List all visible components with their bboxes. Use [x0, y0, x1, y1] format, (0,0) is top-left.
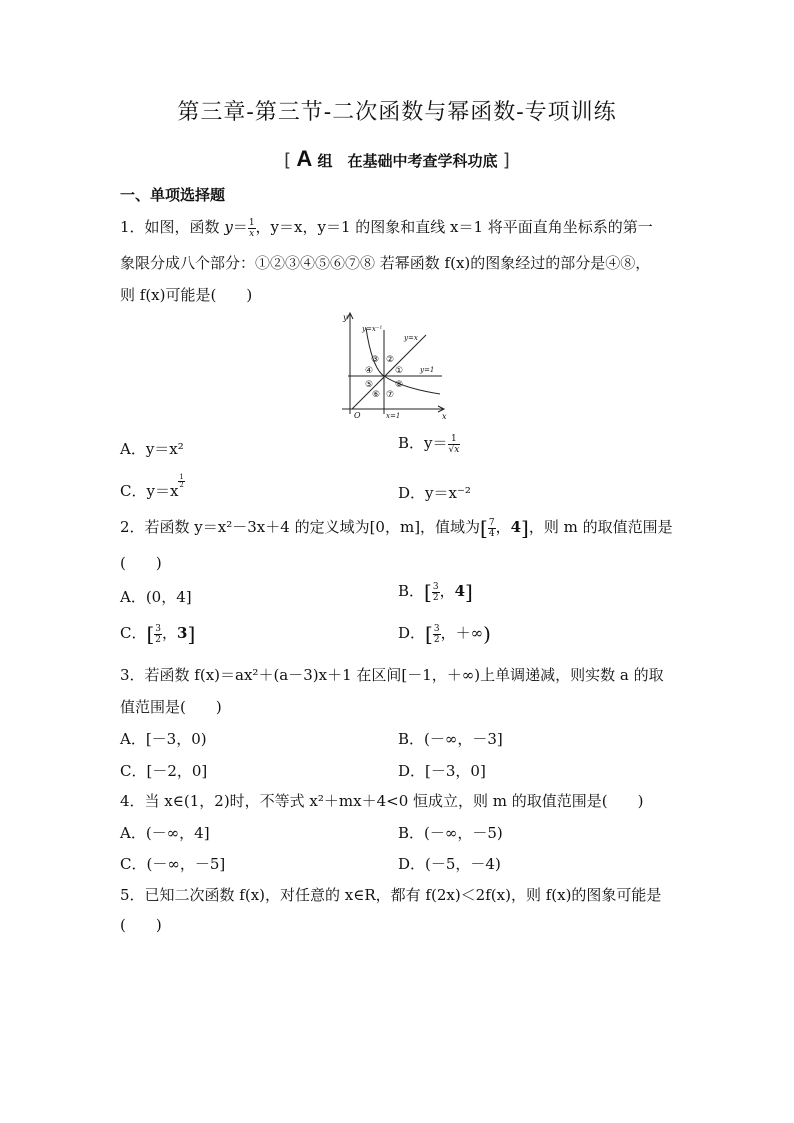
q1-option-b[interactable] [398, 432, 460, 455]
q1-line3: 则 f(x)可能是( ) [120, 286, 253, 304]
q3-option-c[interactable]: C．[－2，0] [120, 762, 208, 780]
q1-option-d-text: D．y＝x⁻² [398, 484, 471, 502]
region-8: ⑧ [395, 380, 404, 390]
region-7: ⑦ [386, 390, 395, 400]
x-axis-label: x [442, 412, 447, 421]
q4-line1: 4．当 x∈(1，2)时，不等式 x²＋mx＋4<0 恒成立，则 m 的取值范围是( ) [120, 792, 644, 810]
q5-line2: ( ) [120, 916, 162, 934]
q3-option-b[interactable]: B．(－∞，－3] [398, 730, 503, 748]
q4-option-a[interactable]: A．(－∞，4] [120, 824, 210, 842]
group-label: 组 在基础中考查学科功底 [317, 152, 498, 170]
q4-option-b[interactable]: B．(－∞，－5) [398, 824, 503, 842]
v-line-label: x=1 [386, 412, 401, 420]
q1-line1-a: 1．如图，函数 [120, 218, 225, 236]
h-line-label: y=1 [420, 366, 435, 374]
q1-line1: 1．如图，函数 y＝ $\frac{1}{x}$ ，y＝x，y＝1 的图象和直线 x＝1 将平面直角坐标系的第一 [120, 217, 653, 239]
q2-line1-b: ，则 m 的取值范围是 [528, 518, 673, 536]
page-title: 第三章-第三节-二次函数与幂函数-专项训练 [177, 100, 617, 125]
region-3: ③ [371, 355, 380, 365]
group-heading [0, 146, 794, 172]
q4-option-c[interactable]: C．(－∞，－5] [120, 855, 226, 873]
section-heading: 一、单项选择题 [120, 186, 226, 204]
q2-option-a-text: A．(0，4] [120, 588, 192, 606]
q2-option-c-text: C． [120, 624, 147, 642]
q1-line2: 象限分成八个部分：①②③④⑤⑥⑦⑧ 若幂函数 f(x)的图象经过的部分是④⑧， [120, 254, 651, 272]
group-letter: A [296, 146, 313, 171]
q1-option-c-text: C．y＝x [120, 482, 179, 500]
q2-option-a[interactable] [120, 586, 192, 607]
q4-option-d[interactable]: D．(－5，－4) [398, 855, 501, 873]
q2-line1-a: 2．若函数 y＝x²－3x＋4 的定义域为[0，m]，值域为 [120, 518, 481, 536]
q1-line1-b: ，y＝x，y＝1 的图象和直线 x＝1 将平面直角坐标系的第一 [255, 218, 653, 236]
q2-option-d[interactable]: D．[ $\frac{3}{2}$ ，＋∞) [398, 622, 491, 646]
diag-label: y=x [404, 334, 418, 342]
q2-option-d-text: D． [398, 624, 426, 642]
q3-option-d[interactable]: D．[－3，0] [398, 762, 486, 780]
q2-option-c[interactable]: C．[ $\frac{3}{2}$ ，3] [120, 622, 196, 646]
region-1: ① [395, 366, 404, 376]
q3-line1: 3．若函数 f(x)＝ax²＋(a－3)x＋1 在区间[－1，＋∞)上单调递减，则实数 a 的取 [120, 666, 664, 684]
q5-line1: 5．已知二次函数 f(x)，对任意的 x∈R，都有 f(2x)＜2f(x)，则 f(x)的图象可能是 [120, 886, 662, 904]
q2-frac-7-4: $\frac{7}{4}$ [488, 517, 495, 539]
q3-line2: 值范围是( ) [120, 698, 222, 716]
q1-frac-1-over-sqrtx: $\frac{1}{√x}$ [448, 433, 460, 455]
region-5: ⑤ [365, 380, 374, 390]
q2-option-b[interactable]: B．[ $\frac{3}{2}$ ，4] [398, 580, 473, 604]
curve-label: y=x⁻¹ [362, 325, 383, 333]
q1-option-c[interactable]: C．y＝x $^{\frac{1}{2}}$ [120, 473, 184, 500]
q1-option-a-text: A．y＝x² [120, 440, 184, 458]
q1-frac-1-over-x: $\frac{1}{x}$ [248, 217, 255, 239]
q1-figure [340, 310, 450, 422]
group-bracket-close: ] [502, 150, 510, 171]
region-4: ④ [365, 366, 374, 376]
group-bracket-open: [ [284, 150, 292, 171]
q1-option-b-text: B．y＝ [398, 434, 448, 452]
origin-label: O [354, 411, 361, 420]
y-axis-label: y [343, 313, 348, 322]
q3-option-a[interactable]: A．[－3，0) [120, 730, 207, 748]
q2-option-b-text: B． [398, 582, 425, 600]
q2-line2: ( ) [120, 554, 162, 572]
region-2: ② [386, 355, 395, 365]
q1-option-a[interactable] [120, 438, 184, 459]
q1-option-d[interactable] [398, 482, 471, 503]
region-6: ⑥ [372, 390, 381, 400]
q2-line1: 2．若函数 y＝x²－3x＋4 的定义域为[0，m]，值域为[ $\frac{7}{4}$ ，4]，则 m 的取值范围是 [120, 516, 673, 540]
